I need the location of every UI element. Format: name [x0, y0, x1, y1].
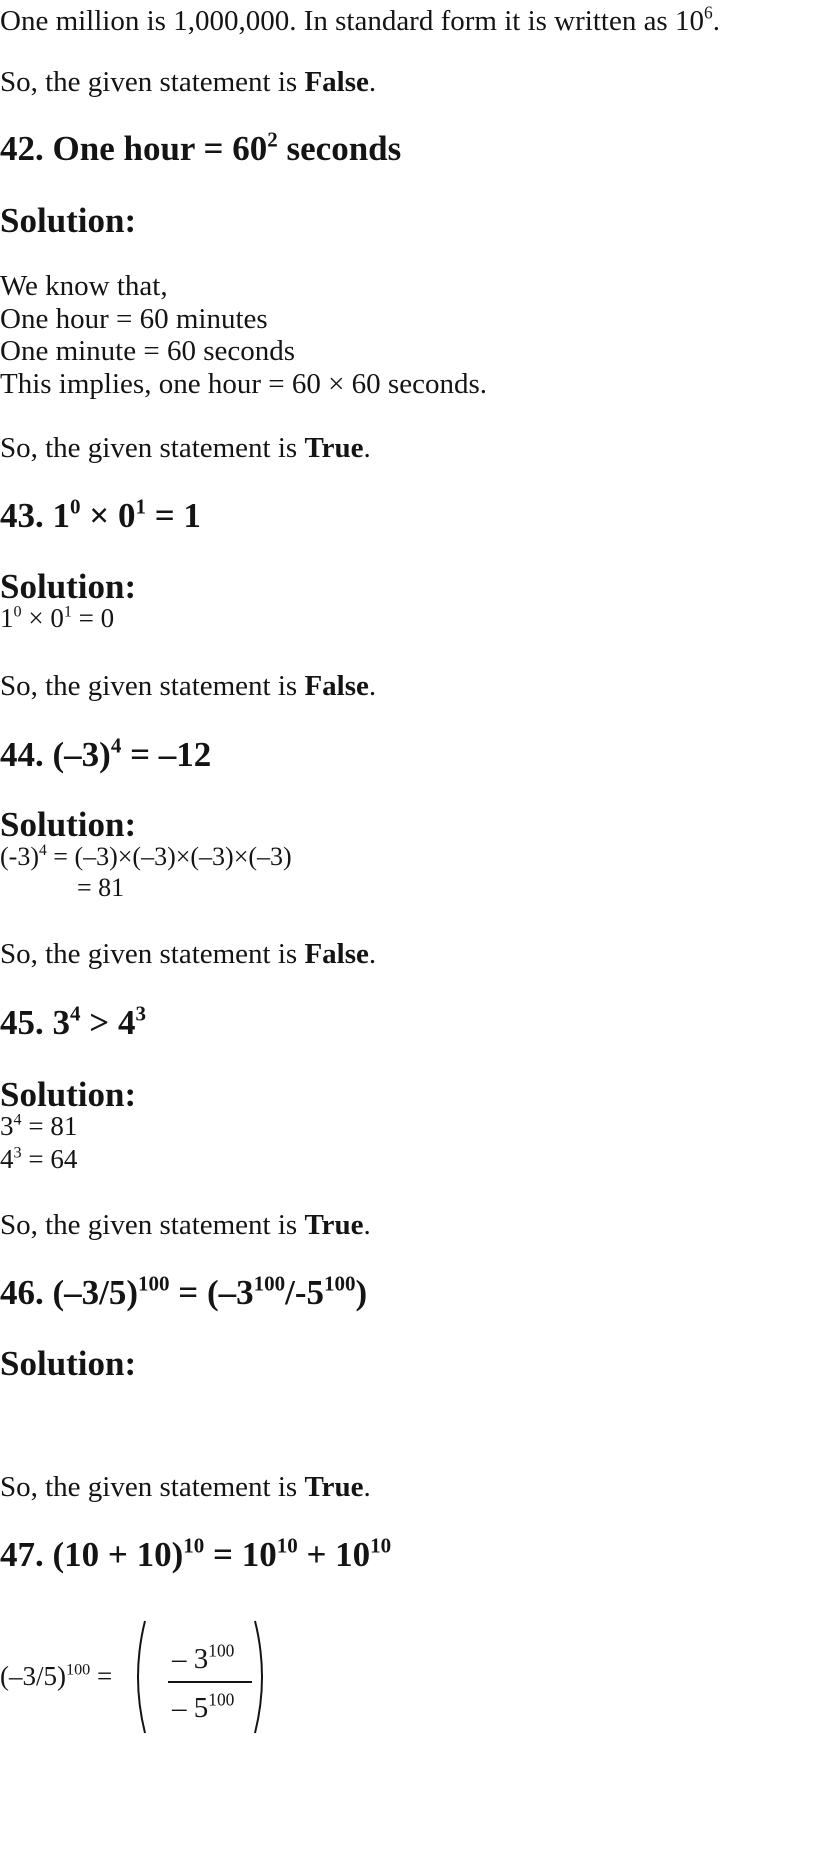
- statement-result: So, the given statement is False.: [0, 938, 377, 970]
- solution-line: One minute = 60 seconds: [0, 335, 296, 367]
- solution-line: $1^0 \times 0^1 = 0$: [0, 602, 115, 633]
- right-paren-icon: [252, 1617, 272, 1737]
- solution-heading: Solution:: [0, 1344, 137, 1383]
- fraction-denominator: – $5^{100}$: [172, 1689, 235, 1724]
- solution-heading: Solution:: [0, 201, 137, 240]
- solution-heading: Solution:: [0, 567, 137, 606]
- solution-line: $4^3 = 64$: [0, 1143, 78, 1174]
- fraction-lhs: $(-3/5)^{100}$ =: [0, 1660, 113, 1691]
- fraction-numerator: – $3^{100}$: [172, 1640, 235, 1675]
- solution-line: This implies, one hour = 60 × 60 seconds.: [0, 368, 487, 400]
- question-44-heading: 44. $(-3)^4 = -12$: [0, 733, 212, 774]
- solution-line: $3^4 = 81$: [0, 1110, 78, 1141]
- question-47-heading: 47. $(10 + 10)^{10} = 10^{10} + 10^{10}$: [0, 1533, 392, 1574]
- solution-line: = 81: [77, 873, 125, 902]
- solution-line: One hour = 60 minutes: [0, 303, 268, 335]
- question-42-heading: 42. One hour = $60^2$ seconds: [0, 127, 402, 168]
- solution-heading: Solution:: [0, 805, 137, 844]
- question-45-heading: 45. $3^4 > 4^3$: [0, 1001, 146, 1042]
- solution-line: We know that,: [0, 270, 168, 302]
- statement-result: So, the given statement is True.: [0, 432, 371, 464]
- statement-result: So, the given statement is False.: [0, 670, 377, 702]
- fraction-bar: [168, 1681, 252, 1683]
- fraction-equation: [0, 1617, 300, 1737]
- question-43-heading: 43. $1^0 \times 0^1 = 1$: [0, 494, 201, 535]
- text-standard-form: One million is 1,000,000. In standard form it is written as $10^6$.: [0, 2, 720, 37]
- solution-line: $(-3)^4 = (-3)\times(-3)\times(-3)\times(-3)$: [0, 841, 292, 871]
- statement-result: So, the given statement is True.: [0, 1209, 371, 1241]
- question-46-heading: 46. $(-3/5)^{100} = (-3^{100}/-5^{100})$: [0, 1271, 368, 1312]
- left-paren-icon: [128, 1617, 148, 1737]
- solution-heading: Solution:: [0, 1075, 137, 1114]
- statement-result: So, the given statement is False.: [0, 66, 377, 98]
- statement-result: So, the given statement is True.: [0, 1471, 371, 1503]
